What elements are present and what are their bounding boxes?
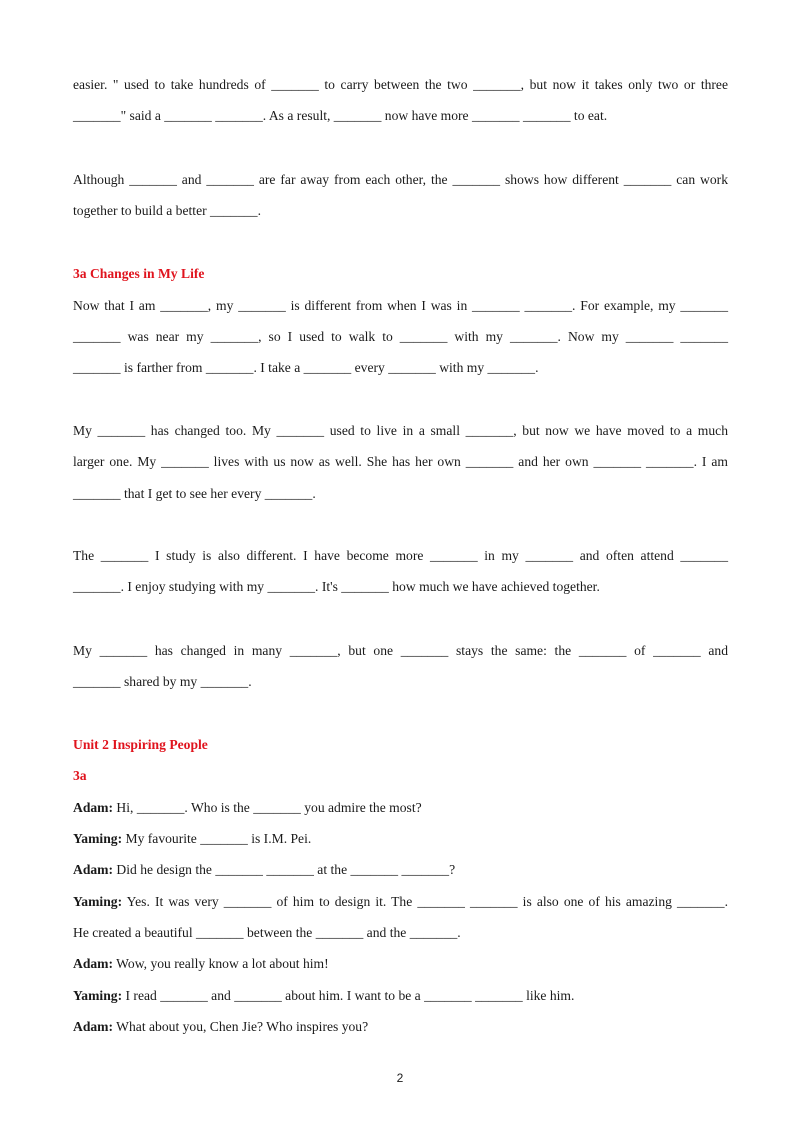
paragraph-line: easier. " used to take hundreds of _______ to carry between the two _______, but now it takes only two or three [73, 77, 728, 92]
paragraph-line: Although _______ and _______ are far away from each other, the _______ shows how different _______ can work [73, 172, 728, 187]
document-page [73, 0, 728, 1130]
dialogue-line [73, 830, 728, 848]
paragraph-line: My _______ has changed in many _______, but one _______ stays the same: the _______ of _______ and [73, 643, 728, 658]
paragraph-line: _______ that I get to see her every _______. [73, 486, 316, 501]
dialogue-line [73, 987, 728, 1005]
speaker-name: Yaming: [73, 831, 123, 846]
dialogue-text: Hi, _______. Who is the _______ you admire the most? [113, 800, 422, 815]
unit-heading: Unit 2 Inspiring People [73, 737, 208, 752]
dialogue-text: I read _______ and _______ about him. I want to be a _______ _______ like him. [122, 988, 575, 1003]
paragraph-line: _______ is farther from _______. I take a _______ every _______ with my _______. [73, 360, 539, 375]
page-number: 2 [396, 1071, 404, 1085]
dialogue-text: Yes. It was very _______ of him to design it. The _______ _______ is also one of his amazing _______. [122, 894, 728, 909]
paragraph-line: The _______ I study is also different. I have become more _______ in my _______ and often attend _______ [73, 548, 728, 563]
dialogue-line [73, 1018, 728, 1036]
paragraph-line: _______ was near my _______, so I used to walk to _______ with my _______. Now my _______ _______ [73, 329, 728, 344]
paragraph-line: My _______ has changed too. My _______ used to live in a small _______, but now we have moved to a much [73, 423, 728, 438]
dialogue-text: Wow, you really know a lot about him! [113, 956, 329, 971]
dialogue-line [73, 955, 728, 973]
speaker-name: Yaming: [73, 988, 123, 1003]
speaker-name: Yaming: [73, 894, 123, 909]
dialogue-text: He created a beautiful _______ between the _______ and the _______. [73, 925, 461, 940]
speaker-name: Adam: [73, 1019, 114, 1034]
paragraph-line: Now that I am _______, my _______ is different from when I was in _______ _______. For example, my _______ [73, 298, 728, 313]
dialogue-text: What about you, Chen Jie? Who inspires you? [113, 1019, 369, 1034]
dialogue-text: My favourite _______ is I.M. Pei. [122, 831, 312, 846]
dialogue-text: Did he design the _______ _______ at the _______ _______? [113, 862, 456, 877]
paragraph-line: larger one. My _______ lives with us now as well. She has her own _______ and her own _______ _______. I am [73, 454, 728, 469]
speaker-name: Adam: [73, 862, 114, 877]
paragraph-line: _______" said a _______ _______. As a result, _______ now have more _______ _______ to eat. [73, 108, 608, 123]
dialogue-line [73, 861, 728, 879]
speaker-name: Adam: [73, 956, 114, 971]
paragraph-line: _______. I enjoy studying with my _______. It's _______ how much we have achieved together. [73, 579, 600, 594]
paragraph-line: _______ shared by my _______. [73, 674, 252, 689]
dialogue-line [73, 799, 728, 817]
dialogue-line [73, 893, 728, 911]
dialogue-line [73, 924, 728, 942]
paragraph-line: together to build a better _______. [73, 203, 262, 218]
section-heading: 3a Changes in My Life [73, 266, 205, 281]
speaker-name: Adam: [73, 800, 114, 815]
section-subheading: 3a [73, 768, 87, 783]
